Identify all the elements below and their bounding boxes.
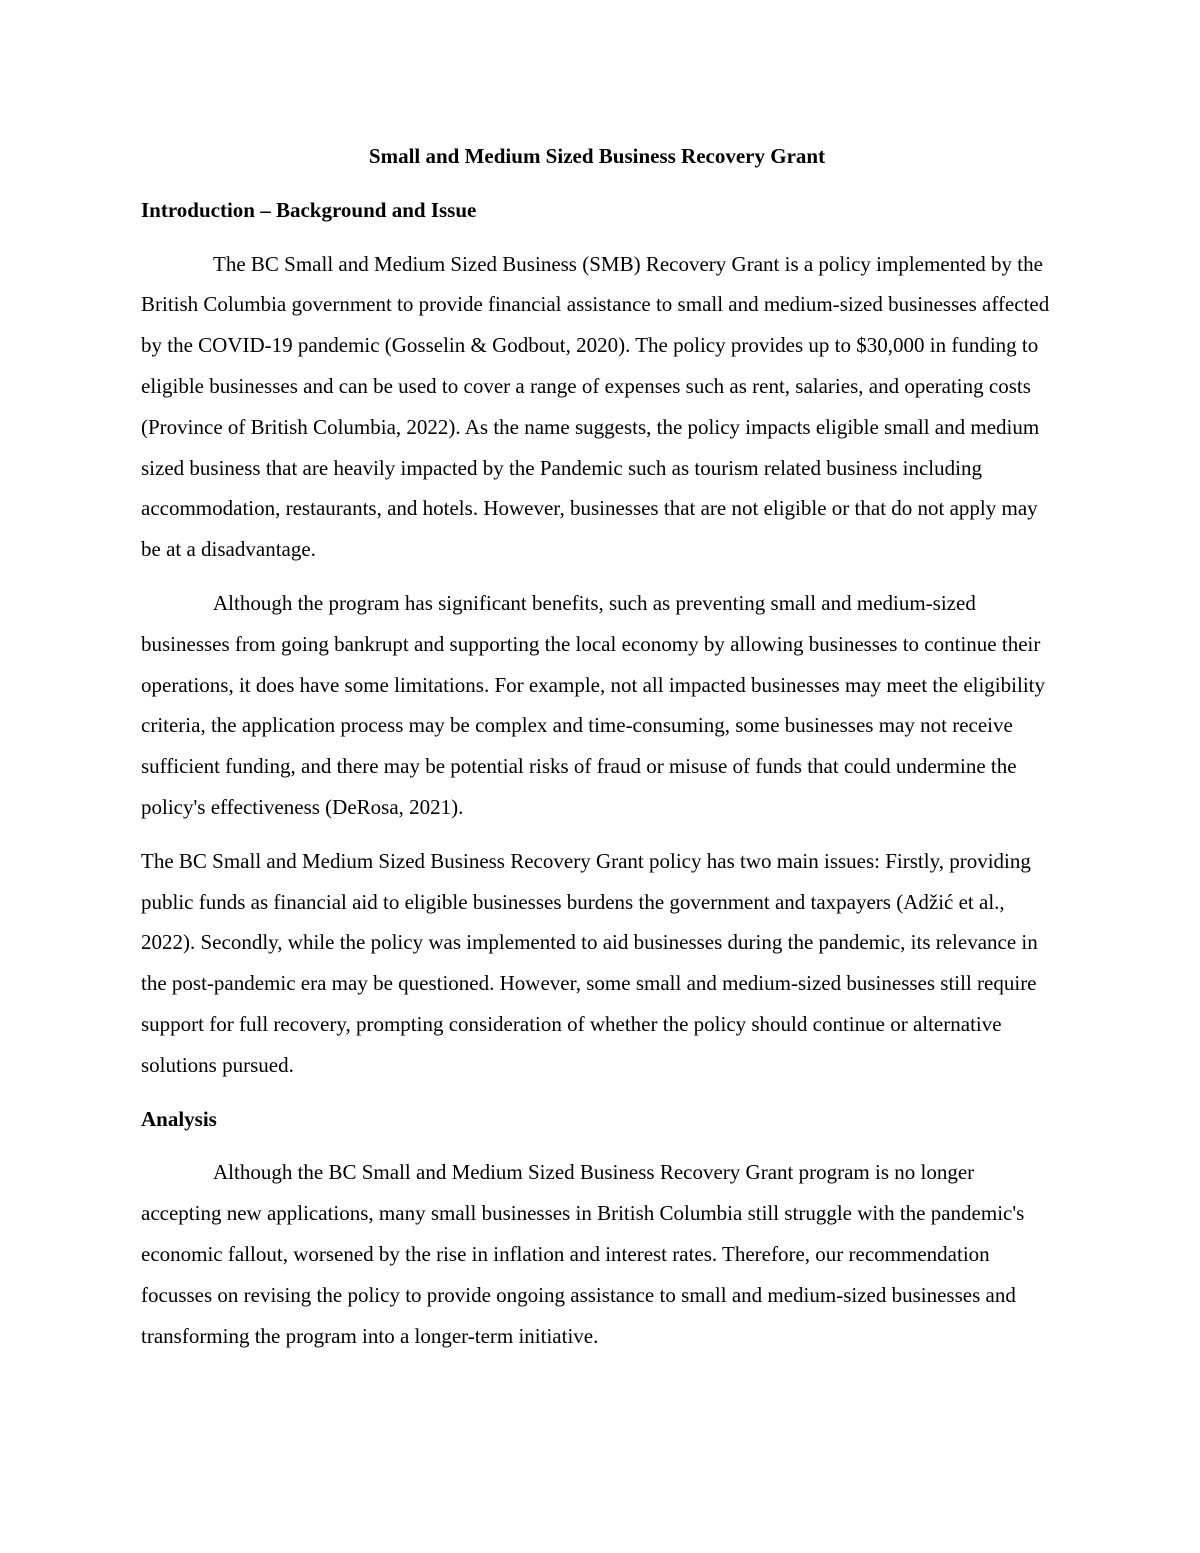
paragraph-intro-2: Although the program has significant benefits, such as preventing small and medium-sized businesses from going bankrupt and supporting the local economy by allowing businesses to continue their operations, it does have some limitations. For example, not all impacted businesses may meet the eligibility criteria, the application process may be complex and time-consuming, some businesses may not receive sufficient funding, and there may be potential risks of fraud or misuse of funds that could undermine the policy's effectiveness (DeRosa, 2021).	[141, 590, 1045, 819]
paragraph-intro-3: The BC Small and Medium Sized Business Recovery Grant policy has two main issues: Firstly, providing public funds as financial aid to eligible businesses burdens the government and taxpayers (Adžić et al., 2022). Secondly, while the policy was implemented to aid businesses during the pandemic, its relevance in the post-pandemic era may be questioned. However, some small and medium-sized businesses still require support for full recovery, prompting consideration of whether the policy should continue or alternative solutions pursued.	[141, 848, 1038, 1077]
paragraph-intro-1: The BC Small and Medium Sized Business (SMB) Recovery Grant is a policy implemented by the British Columbia government to provide financial assistance to small and medium-sized businesses affected by the COVID-19 pandemic (Gosselin & Godbout, 2020). The policy provides up to $30,000 in funding to eligible businesses and can be used to cover a range of expenses such as rent, salaries, and operating costs (Province of British Columbia, 2022). As the name suggests, the policy impacts eligible small and medium sized business that are heavily impacted by the Pandemic such as tourism related business including accommodation, restaurants, and hotels. However, businesses that are not eligible or that do not apply may be at a disadvantage.	[141, 251, 1050, 562]
section-heading-analysis: Analysis	[141, 1106, 217, 1131]
paragraph-analysis-1: Although the BC Small and Medium Sized Business Recovery Grant program is no longer accepting new applications, many small businesses in British Columbia still struggle with the pandemic's economic fallout, worsened by the rise in inflation and interest rates. Therefore, our recommendation focusses on revising the policy to provide ongoing assistance to small and medium-sized businesses and transforming the program into a longer-term initiative.	[141, 1160, 1025, 1348]
document-body	[141, 136, 1053, 1369]
section-heading-introduction: Introduction – Background and Issue	[141, 197, 477, 222]
document-title: Small and Medium Sized Business Recovery Grant	[368, 144, 826, 168]
